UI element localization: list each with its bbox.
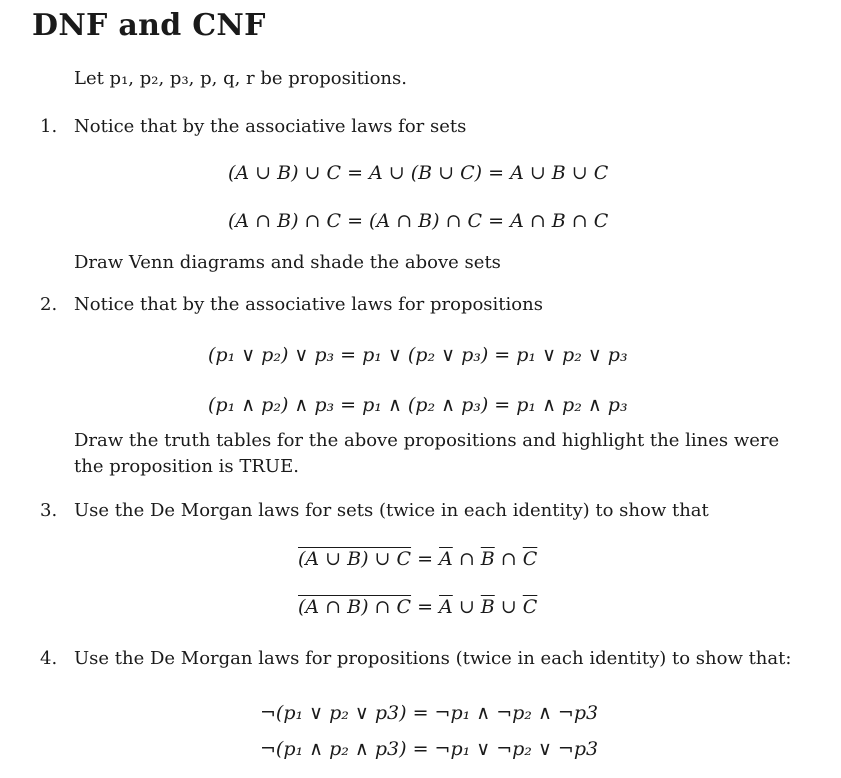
item-4-equation-1: ¬(p₁ ∨ p₂ ∨ p3) = ¬p₁ ∧ ¬p₂ ∧ ¬p3 bbox=[260, 702, 599, 724]
item-3-equation-1: (A ∪ B) ∪ $C = \overline{A}$ ∩ $\overline{B}$ ∩ $\overline{C}$ bbox=[298, 548, 538, 570]
item-2-equation-2: (p₁ ∧ p₂) ∧ p₃ = p₁ ∧ (p₂ ∧ p₃) = p₁ ∧ p₂ ∧ p₃ bbox=[208, 394, 628, 416]
item-4-lead: Use the De Morgan laws for propositions (twice in each identity) to show that: bbox=[74, 648, 792, 669]
eq1-rhs-a: $\overline{A}$ bbox=[439, 548, 453, 570]
eq2-rhs-b: $\overline{B}$ bbox=[480, 596, 495, 618]
item-4-number: 4. bbox=[40, 648, 58, 669]
item-3-equation-2: (A ∩ B) ∩ $C = \overline{A}$ ∪ $\overline{B}$ ∪ $\overline{C}$ bbox=[298, 596, 538, 618]
item-1-number: 1. bbox=[40, 116, 58, 137]
item-3-eq1-lhs: (A ∪ B) ∪ C bbox=[298, 548, 412, 570]
page-title: DNF and CNF bbox=[32, 8, 266, 43]
item-2-follow: Draw the truth tables for the above propositions and highlight the lines were the proposition is TRUE. bbox=[74, 430, 780, 477]
item-1-equation-1: (A ∪ B) ∪ C = A ∪ (B ∪ C) = A ∪ B ∪ C bbox=[228, 162, 609, 184]
item-3-lead: Use the De Morgan laws for sets (twice in each identity) to show that bbox=[74, 500, 709, 521]
eq1-rhs-c: $\overline{C}$ bbox=[522, 548, 538, 570]
eq2-rhs-a: $\overline{A}$ bbox=[439, 596, 453, 618]
eq2-rhs-c: $\overline{C}$ bbox=[522, 596, 538, 618]
eq1-rhs-op1: ∩ bbox=[452, 548, 481, 570]
item-4-equation-2: ¬(p₁ ∧ p₂ ∧ p3) = ¬p₁ ∨ ¬p₂ ∨ ¬p3 bbox=[260, 738, 599, 760]
item-2-number: 2. bbox=[40, 294, 58, 315]
item-1-follow: Draw Venn diagrams and shade the above sets bbox=[74, 252, 501, 273]
item-2-lead: Notice that by the associative laws for propositions bbox=[74, 294, 543, 315]
item-2-equation-1: (p₁ ∨ p₂) ∨ p₃ = p₁ ∨ (p₂ ∨ p₃) = p₁ ∨ p₂ ∨ p₃ bbox=[208, 344, 628, 366]
eq1-rhs-op2: ∩ bbox=[494, 548, 523, 570]
item-3-number: 3. bbox=[40, 500, 58, 521]
eq2-rhs-op1: ∪ bbox=[452, 596, 481, 618]
eq2-rhs-op2: ∪ bbox=[494, 596, 523, 618]
eq1-rhs-b: $\overline{B}$ bbox=[480, 548, 495, 570]
item-1-equation-2: (A ∩ B) ∩ C = (A ∩ B) ∩ C = A ∩ B ∩ C bbox=[228, 210, 609, 232]
item-3-eq2-lhs: (A ∩ B) ∩ C bbox=[298, 596, 412, 618]
item-1-lead: Notice that by the associative laws for sets bbox=[74, 116, 467, 137]
intro-text: Let p₁, p₂, p₃, p, q, r be propositions. bbox=[74, 68, 407, 89]
